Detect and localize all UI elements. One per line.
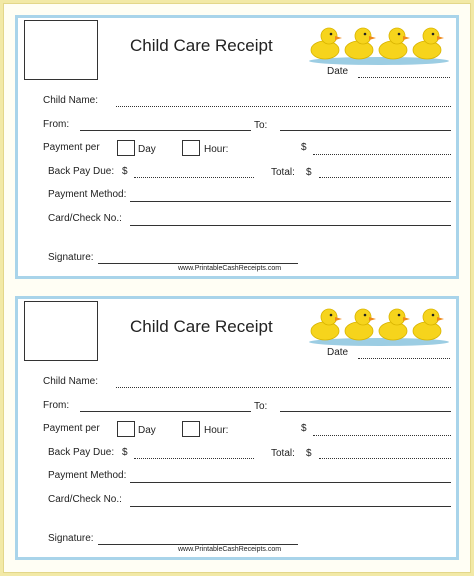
total-label: Total:: [271, 167, 295, 178]
total-line[interactable]: [319, 458, 451, 459]
receipt-1: [15, 15, 459, 279]
day-label: Day: [138, 425, 156, 436]
dollar-sign: $: [306, 448, 312, 459]
rubber-duck-icon: [311, 28, 342, 59]
payment-method-line[interactable]: [130, 201, 451, 202]
child-name-label: Child Name:: [43, 95, 99, 106]
website-footer: www.PrintableCashReceipts.com: [178, 265, 282, 272]
rate-line[interactable]: [313, 435, 451, 436]
payment-method-label: Payment Method:: [48, 470, 127, 481]
signature-line[interactable]: [98, 544, 298, 545]
hour-label: Hour:: [204, 425, 229, 436]
receipt-title: Child Care Receipt: [130, 317, 273, 336]
child-name-label: Child Name:: [43, 376, 99, 387]
photo-box[interactable]: [24, 20, 98, 80]
date-line[interactable]: [358, 77, 450, 78]
date-label: Date: [327, 347, 349, 358]
payment-method-label: Payment Method:: [48, 189, 127, 200]
rubber-duck-icon: [345, 28, 376, 59]
back-pay-line[interactable]: [134, 458, 254, 459]
from-label: From:: [43, 400, 70, 411]
rubber-duck-icon: [311, 309, 342, 340]
signature-label: Signature:: [48, 252, 94, 263]
duck-row-icon: [307, 297, 451, 347]
hour-checkbox[interactable]: [182, 421, 200, 437]
signature-line[interactable]: [98, 263, 298, 264]
day-checkbox[interactable]: [117, 140, 135, 156]
rubber-duck-icon: [413, 28, 444, 59]
card-check-line[interactable]: [130, 225, 451, 226]
to-line[interactable]: [280, 130, 451, 131]
payment-per-label: Payment per: [43, 423, 100, 434]
card-check-line[interactable]: [130, 506, 451, 507]
from-line[interactable]: [80, 130, 251, 131]
dollar-sign: $: [122, 166, 128, 177]
dollar-sign: $: [301, 423, 307, 434]
dollar-sign: $: [306, 167, 312, 178]
dollar-sign: $: [122, 447, 128, 458]
day-checkbox[interactable]: [117, 421, 135, 437]
back-pay-line[interactable]: [134, 177, 254, 178]
hour-checkbox[interactable]: [182, 140, 200, 156]
child-name-line[interactable]: [116, 387, 451, 388]
dollar-sign: $: [301, 142, 307, 153]
rubber-duck-icon: [345, 309, 376, 340]
rubber-duck-icon: [413, 309, 444, 340]
payment-per-label: Payment per: [43, 142, 100, 153]
to-line[interactable]: [280, 411, 451, 412]
to-label: To:: [254, 401, 268, 412]
child-name-line[interactable]: [116, 106, 451, 107]
total-label: Total:: [271, 448, 295, 459]
total-line[interactable]: [319, 177, 451, 178]
hour-label: Hour:: [204, 144, 229, 155]
duck-row-icon: [307, 16, 451, 66]
from-label: From:: [43, 119, 70, 130]
photo-box[interactable]: [24, 301, 98, 361]
rubber-duck-icon: [379, 28, 410, 59]
receipt-2: [15, 296, 459, 560]
card-check-label: Card/Check No.:: [48, 494, 122, 505]
to-label: To:: [254, 120, 268, 131]
rate-line[interactable]: [313, 154, 451, 155]
receipt-title: Child Care Receipt: [130, 36, 273, 55]
payment-method-line[interactable]: [130, 482, 451, 483]
rubber-duck-icon: [379, 309, 410, 340]
date-label: Date: [327, 66, 349, 77]
back-pay-label: Back Pay Due:: [48, 166, 115, 177]
day-label: Day: [138, 144, 156, 155]
website-footer: www.PrintableCashReceipts.com: [178, 546, 282, 553]
date-line[interactable]: [358, 358, 450, 359]
back-pay-label: Back Pay Due:: [48, 447, 115, 458]
from-line[interactable]: [80, 411, 251, 412]
card-check-label: Card/Check No.:: [48, 213, 122, 224]
signature-label: Signature:: [48, 533, 94, 544]
